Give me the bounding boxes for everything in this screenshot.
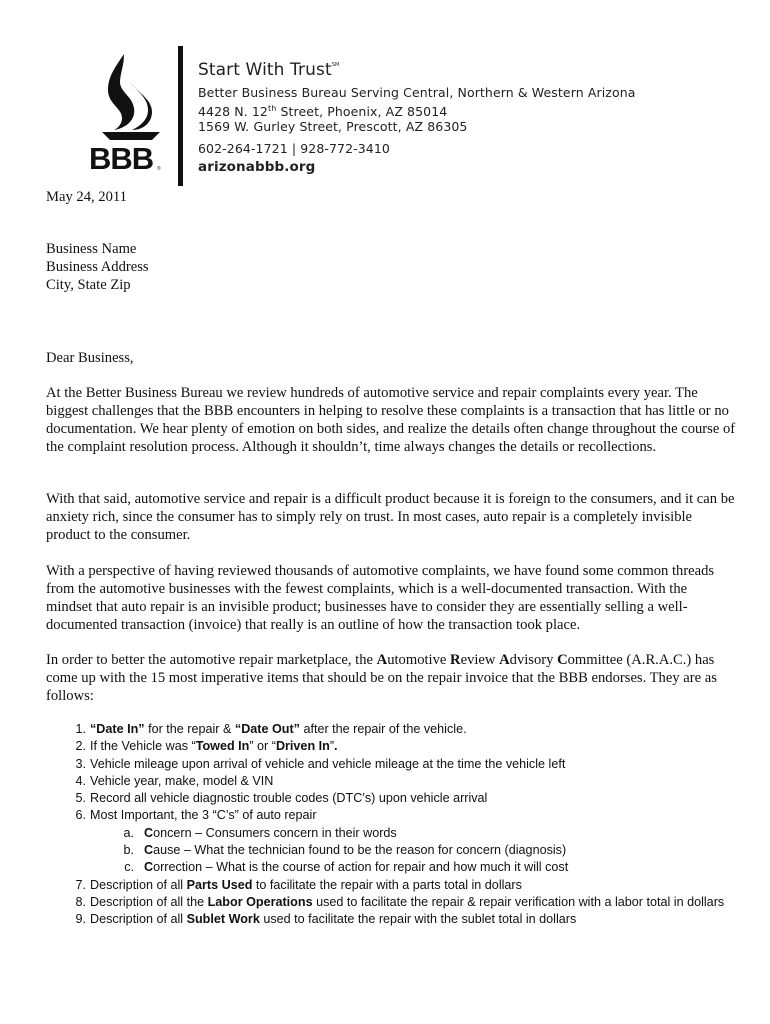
- body-paragraph-3: With a perspective of having reviewed thousands of automotive complaints, we have found some common threads from the automotive businesses with the fewest complaints, which is a well-documented transaction. With the mindset that auto repair is an invisible product; businesses have to consider they are essentially selling a well-documented transaction (invoice) that really is an outline of how the transaction took place.: [46, 563, 715, 633]
- recipient-line: Business Address: [46, 259, 149, 275]
- phoenix-address: 4428 N. 12th Street, Phoenix, AZ 85014: [198, 103, 448, 119]
- invoice-items-list: [46, 721, 736, 929]
- list-item: 4. Vehicle year, make, model & VIN: [75, 773, 274, 788]
- list-item: 6. Most Important, the 3 “C’s” of auto repair: [75, 808, 317, 823]
- service-mark: SM: [331, 62, 340, 68]
- list-item: 9. Description of all Sublet Work used to facilitate the repair with the sublet total in dollars: [75, 912, 577, 927]
- list-item: 7. Description of all Parts Used to facilitate the repair with a parts total in dollars: [75, 877, 522, 892]
- list-item: 3. Vehicle mileage upon arrival of vehicle and vehicle mileage at the time the vehicle left: [75, 756, 566, 771]
- list-item: 1. “Date In” for the repair & “Date Out” after the repair of the vehicle.: [75, 722, 467, 736]
- body-paragraph-1: At the Better Business Bureau we review hundreds of automotive service and repair complaints every year. The biggest challenges that the BBB encounters in helping to resolve these complaints is a transaction that has little or no documentation. We hear plenty of emotion on both sides, and realize the details often change throughout the course of the complaint resolution process. Although it shouldn’t, time always changes the details or recollections.: [46, 385, 736, 455]
- prescott-address: 1569 W. Gurley Street, Prescott, AZ 86305: [198, 119, 468, 135]
- recipient-line: Business Name: [46, 241, 137, 257]
- list-item: 5. Record all vehicle diagnostic trouble codes (DTC’s) upon vehicle arrival: [75, 791, 488, 806]
- list-item: 2. If the Vehicle was “Towed In” or “Driven In”.: [75, 739, 338, 754]
- sub-list-item: c. Correction – What is the course of action for repair and how much it will cost: [124, 860, 569, 875]
- body-paragraph-2: With that said, automotive service and repair is a difficult product because it is foreign to the consumers, and it can be anxiety rich, since the consumer has to simply rely on trust. In most cases, auto repair is a completely invisible product to the consumer.: [46, 491, 735, 543]
- letterhead: [0, 0, 770, 200]
- sub-list-item: b. Cause – What the technician found to be the reason for concern (diagnosis): [123, 843, 567, 858]
- contact-block: [198, 60, 635, 176]
- salutation: Dear Business,: [46, 350, 134, 366]
- phone-numbers: 602-264-1721 | 928-772-3410: [198, 140, 390, 156]
- body-paragraph-4: In order to better the automotive repair marketplace, the Automotive Review Advisory Committee (A.R.A.C.) has come up with the 15 most imperative items that should be on the repair invoice that the BBB endorses. They are as follows:: [46, 652, 717, 704]
- sub-list-item: a. Concern – Consumers concern in their words: [123, 825, 397, 840]
- list-item: 8. Description of all the Labor Operations used to facilitate the repair & repair verification with a labor total in dollars: [75, 894, 725, 909]
- registered-mark: ®: [157, 166, 161, 172]
- org-line: Better Business Bureau Serving Central, Northern & Western Arizona: [198, 85, 636, 100]
- recipient-address: [46, 240, 736, 294]
- header-divider: [178, 46, 183, 186]
- bbb-wordmark: BBB: [89, 141, 154, 176]
- website-link[interactable]: arizonabbb.org: [198, 159, 316, 176]
- tagline: Start With Trust℠: [198, 60, 340, 80]
- letter-date: May 24, 2011: [46, 189, 127, 205]
- recipient-line: City, State Zip: [46, 277, 131, 293]
